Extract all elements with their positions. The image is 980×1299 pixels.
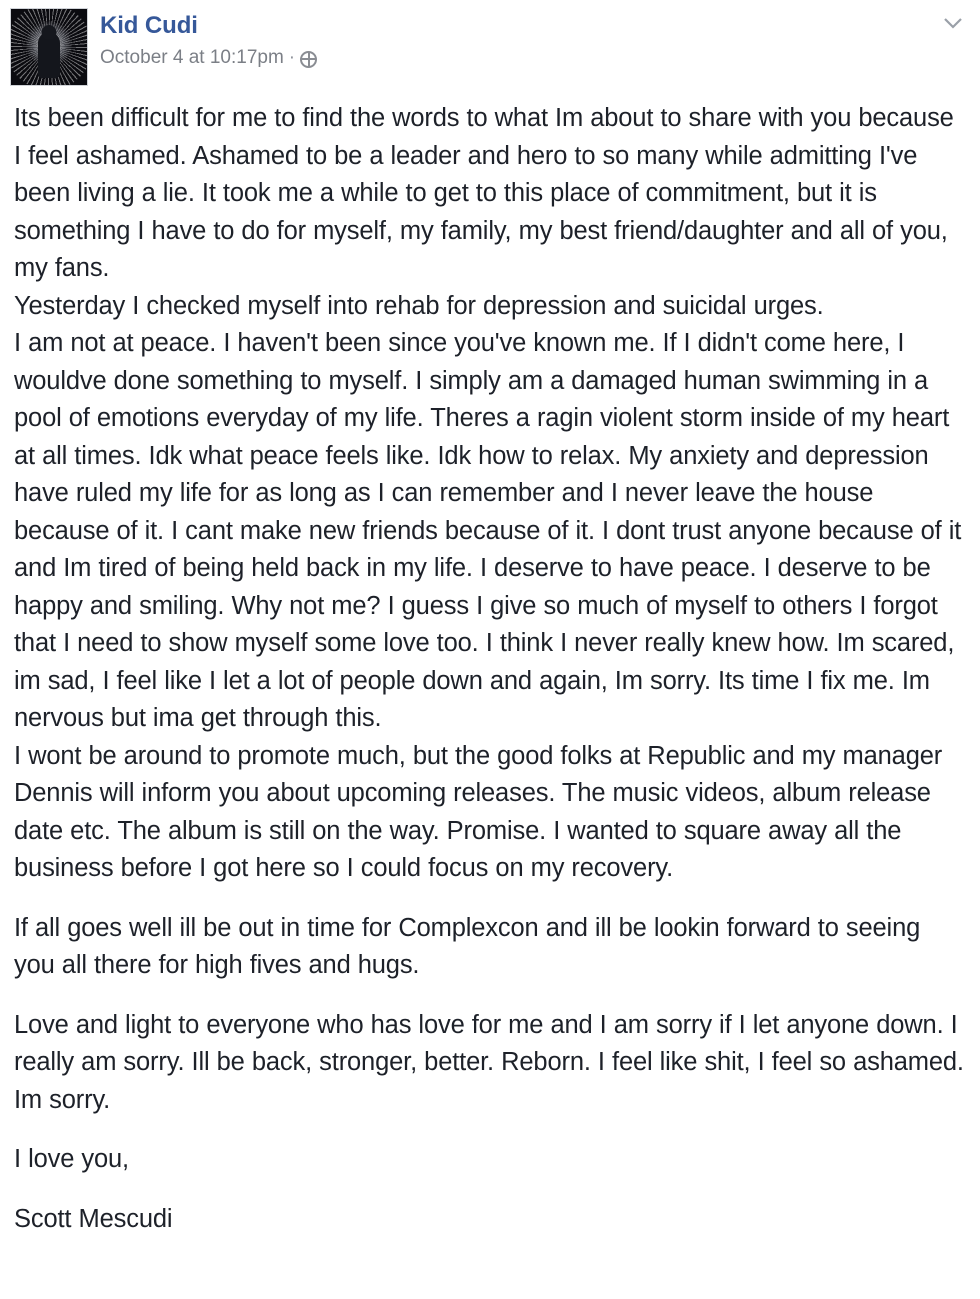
globe-icon[interactable] — [300, 51, 317, 68]
post-paragraph: I love you, — [14, 1145, 129, 1173]
post-paragraph: Love and light to everyone who has love for me and I am sorry if I let anyone down. I really am sorry. Ill be back, stronger, better. Reborn. I feel like shit, I feel so ashamed. Im sorry. — [14, 1010, 964, 1114]
post-paragraph: If all goes well ill be out in time for Complexcon and ill be lookin forward to seeing you all there for high fives and hugs. — [14, 913, 921, 979]
post-message — [0, 98, 980, 1238]
post-meta — [100, 46, 317, 70]
post-paragraph: I am not at peace. I haven't been since you've known me. If I didn't come here, I wouldve done something to myself. I simply am a damaged human swimming in a pool of emotions everyday of my life. Theres a ragin violent storm inside of my heart at all times. Idk what peace feels like. Idk how to relax. My anxiety and depression have ruled my life for as long as I can remember and I never leave the house because of it. I cant make new friends because of it. I dont trust anyone because of it and Im tired of being held back in my life. I deserve to have peace. I deserve to be happy and smiling. Why not me? I guess I give so much of myself to others I forgot that I need to show myself some love too. I think I never really knew how. Im scared, im sad, I feel like I let a lot of people down and again, Im sorry. Its time I fix me. Im nervous but ima get through this. — [14, 329, 962, 732]
post-paragraph: Its been difficult for me to find the words to what Im about to share with you because I feel ashamed. Ashamed to be a leader and hero to so many while admitting I've been living a lie. It took me a while to get to this place of commitment, but it is something I have to do for myself, my family, my best friend/daughter and all of you, my fans. — [14, 104, 954, 282]
post-paragraph: Yesterday I checked myself into rehab for depression and suicidal urges. — [14, 291, 824, 320]
post-author-link[interactable]: Kid Cudi — [100, 12, 198, 39]
post-paragraph: I wont be around to promote much, but the good folks at Republic and my manager Dennis will inform you about upcoming releases. The music videos, album release date etc. The album is still on the way. Promise. I wanted to square away all the business before I got here so I could focus on my recovery. — [14, 741, 943, 882]
avatar-figure-graphic — [38, 32, 60, 78]
meta-separator: · — [288, 47, 296, 68]
post-timestamp[interactable]: October 4 at 10:17pm — [100, 47, 284, 68]
post-signature: Scott Mescudi — [14, 1204, 173, 1233]
post-header-text — [100, 8, 317, 70]
chevron-down-icon[interactable] — [940, 10, 966, 36]
post-header — [0, 0, 980, 98]
avatar[interactable] — [10, 8, 88, 86]
